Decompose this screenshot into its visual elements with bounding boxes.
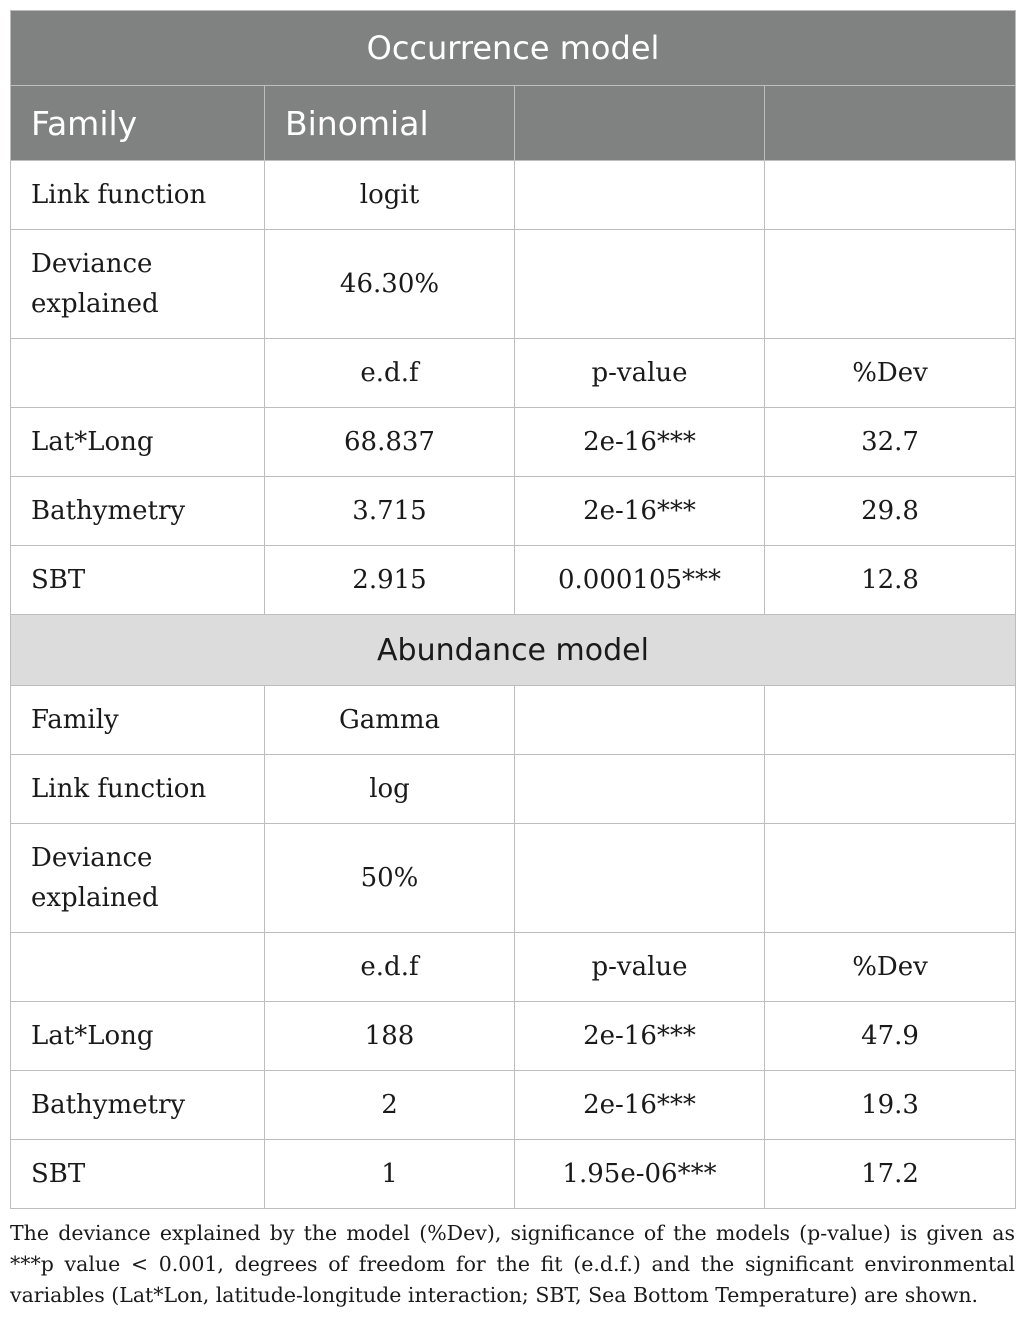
pvalue-cell: 2e-16*** bbox=[515, 477, 765, 546]
model-results-table bbox=[10, 10, 1016, 1209]
variable-cell: Bathymetry bbox=[11, 477, 265, 546]
occurrence-deviance-row bbox=[11, 230, 1016, 339]
occurrence-link-value: logit bbox=[265, 161, 515, 230]
abundance-family-value: Gamma bbox=[265, 686, 515, 755]
abundance-title: Abundance model bbox=[11, 615, 1016, 686]
empty-cell bbox=[765, 755, 1016, 824]
abundance-family-label: Family bbox=[11, 686, 265, 755]
dev-cell: 12.8 bbox=[765, 546, 1016, 615]
empty-cell bbox=[765, 86, 1016, 161]
variable-cell: SBT bbox=[11, 546, 265, 615]
dev-cell: 19.3 bbox=[765, 1071, 1016, 1140]
table-row bbox=[11, 477, 1016, 546]
occurrence-family-row bbox=[11, 86, 1016, 161]
occurrence-title: Occurrence model bbox=[11, 11, 1016, 86]
pvalue-cell: 2e-16*** bbox=[515, 1002, 765, 1071]
empty-cell bbox=[11, 933, 265, 1002]
empty-cell bbox=[765, 161, 1016, 230]
abundance-link-row bbox=[11, 755, 1016, 824]
empty-cell bbox=[515, 230, 765, 339]
pvalue-header: p-value bbox=[515, 339, 765, 408]
table-footnote: The deviance explained by the model (%Dev), significance of the models (p-value) is given as ***p value < 0.001, degrees of freedom for the fit (e.d.f.) and the significant environmental variables (Lat*Lon, latitude-longitude interaction; SBT, Sea Bottom Temperature) are shown. bbox=[10, 1221, 1015, 1307]
empty-cell bbox=[765, 230, 1016, 339]
edf-cell: 188 bbox=[265, 1002, 515, 1071]
edf-cell: 2 bbox=[265, 1071, 515, 1140]
table-row bbox=[11, 1071, 1016, 1140]
dev-cell: 29.8 bbox=[765, 477, 1016, 546]
abundance-link-value: log bbox=[265, 755, 515, 824]
abundance-deviance-row bbox=[11, 824, 1016, 933]
dev-header: %Dev bbox=[765, 933, 1016, 1002]
edf-cell: 1 bbox=[265, 1140, 515, 1209]
pvalue-cell: 2e-16*** bbox=[515, 1071, 765, 1140]
variable-cell: Bathymetry bbox=[11, 1071, 265, 1140]
abundance-deviance-label: Deviance explained bbox=[11, 824, 265, 933]
empty-cell bbox=[11, 339, 265, 408]
occurrence-link-row bbox=[11, 161, 1016, 230]
pvalue-cell: 0.000105*** bbox=[515, 546, 765, 615]
occurrence-column-headers bbox=[11, 339, 1016, 408]
dev-header: %Dev bbox=[765, 339, 1016, 408]
abundance-deviance-value: 50% bbox=[265, 824, 515, 933]
edf-header: e.d.f bbox=[265, 339, 515, 408]
empty-cell bbox=[765, 686, 1016, 755]
abundance-column-headers bbox=[11, 933, 1016, 1002]
empty-cell bbox=[515, 86, 765, 161]
pvalue-cell: 2e-16*** bbox=[515, 408, 765, 477]
pvalue-header: p-value bbox=[515, 933, 765, 1002]
pvalue-cell: 1.95e-06*** bbox=[515, 1140, 765, 1209]
edf-cell: 3.715 bbox=[265, 477, 515, 546]
edf-header: e.d.f bbox=[265, 933, 515, 1002]
dev-cell: 47.9 bbox=[765, 1002, 1016, 1071]
edf-cell: 68.837 bbox=[265, 408, 515, 477]
abundance-family-row bbox=[11, 686, 1016, 755]
table-row bbox=[11, 546, 1016, 615]
empty-cell bbox=[515, 161, 765, 230]
variable-cell: Lat*Long bbox=[11, 1002, 265, 1071]
occurrence-deviance-value: 46.30% bbox=[265, 230, 515, 339]
occurrence-family-value: Binomial bbox=[265, 86, 515, 161]
occurrence-deviance-label: Deviance explained bbox=[11, 230, 265, 339]
variable-cell: SBT bbox=[11, 1140, 265, 1209]
empty-cell bbox=[515, 755, 765, 824]
abundance-section-header bbox=[11, 615, 1016, 686]
empty-cell bbox=[515, 686, 765, 755]
dev-cell: 17.2 bbox=[765, 1140, 1016, 1209]
variable-cell: Lat*Long bbox=[11, 408, 265, 477]
abundance-link-label: Link function bbox=[11, 755, 265, 824]
table-row bbox=[11, 1140, 1016, 1209]
edf-cell: 2.915 bbox=[265, 546, 515, 615]
dev-cell: 32.7 bbox=[765, 408, 1016, 477]
empty-cell bbox=[515, 824, 765, 933]
empty-cell bbox=[765, 824, 1016, 933]
occurrence-section-header bbox=[11, 11, 1016, 86]
table-row bbox=[11, 1002, 1016, 1071]
table-row bbox=[11, 408, 1016, 477]
occurrence-link-label: Link function bbox=[11, 161, 265, 230]
occurrence-family-label: Family bbox=[11, 86, 265, 161]
